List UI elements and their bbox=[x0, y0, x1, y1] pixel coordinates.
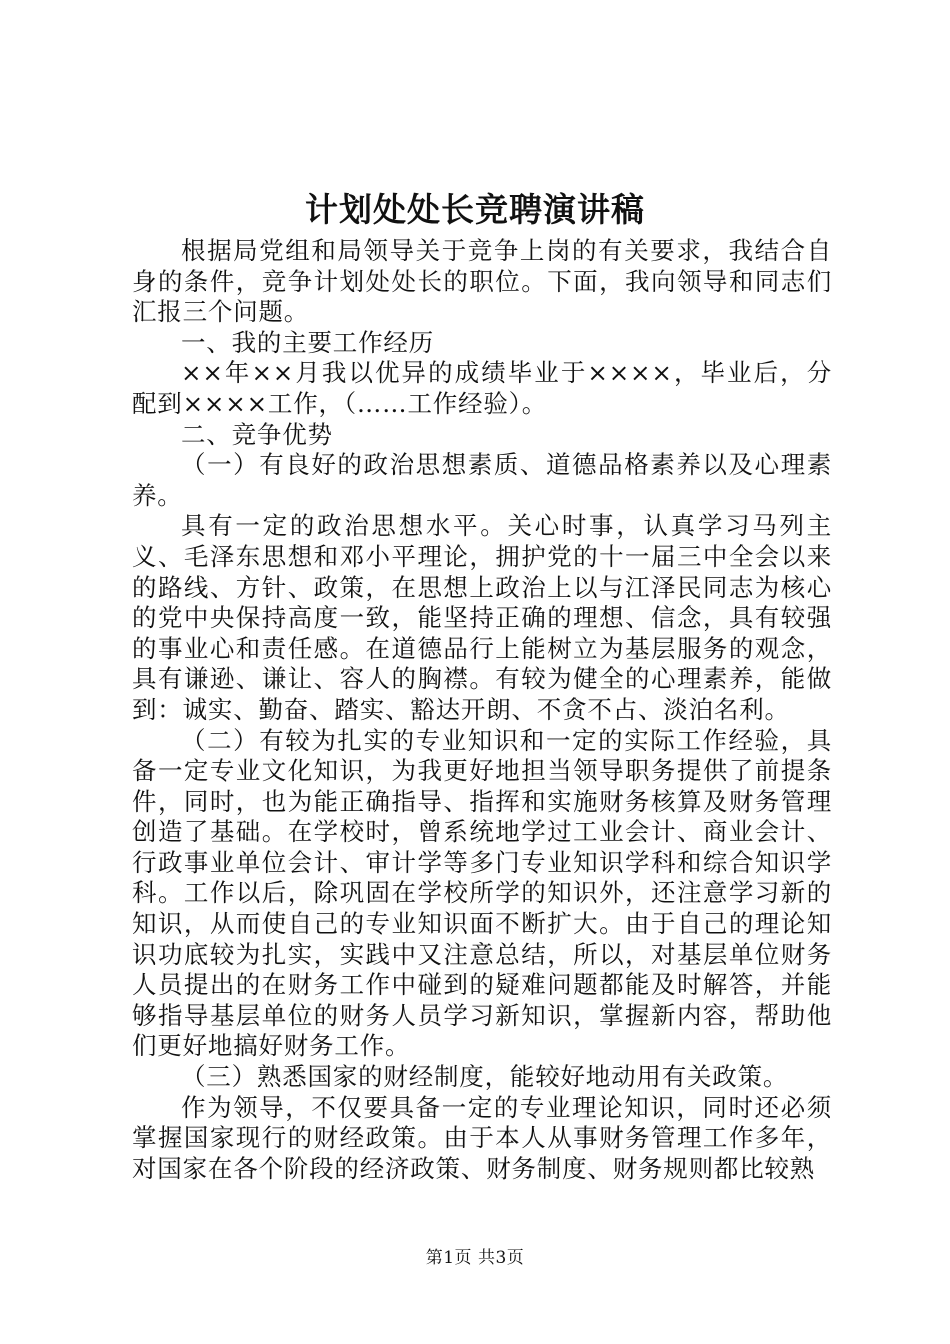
paragraph-work-experience: ××年××月我以优异的成绩毕业于××××，毕业后，分配到××××工作，（……工作经验）。 bbox=[132, 358, 832, 418]
paragraph-advantage-1: 具有一定的政治思想水平。关心时事，认真学习马列主义、毛泽东思想和邓小平理论，拥护党的十一届三中全会以来的路线、方针、政策，在思想上政治上以与江泽民同志为核心的党中央保持高度一致，能坚持正确的理想、信念，具有较强的事业心和责任感。在道德品行上能树立为基层服务的观念，具有谦逊、谦让、容人的胸襟。有较为健全的心理素养，能做到：诚实、勤奋、踏实、豁达开朗、不贪不占、淡泊名利。 bbox=[132, 511, 832, 724]
paragraph-advantage-2: （二）有较为扎实的专业知识和一定的实际工作经验，具备一定专业文化知识，为我更好地担当领导职务提供了前提条件，同时，也为能正确指导、指挥和实施财务核算及财务管理创造了基础。在学校时，曾系统地学过工业会计、商业会计、行政事业单位会计、审计学等多门专业知识学科和综合知识学科。工作以后，除巩固在学校所学的知识外，还注意学习新的知识，从而使自己的专业知识面不断扩大。由于自己的理论知识功底较为扎实，实践中又注意总结，所以，对基层单位财务人员提出的在财务工作中碰到的疑难问题都能及时解答，并能够指导基层单位的财务人员学习新知识，掌握新内容，帮助他们更好地搞好财务工作。 bbox=[132, 725, 832, 1061]
subheading-advantage-3: （三）熟悉国家的财经制度，能较好地动用有关政策。 bbox=[181, 1062, 789, 1092]
section-heading-work-experience: 一、我的主要工作经历 bbox=[181, 327, 434, 357]
section-heading-advantages: 二、竞争优势 bbox=[181, 419, 333, 449]
document-body bbox=[132, 236, 832, 1184]
document-title: 计划处处长竞聘演讲稿 bbox=[305, 190, 645, 229]
page-number-footer: 第1页 共3页 bbox=[425, 1248, 525, 1268]
subheading-advantage-1: （一）有良好的政治思想素质、道德品格素养以及心理素养。 bbox=[132, 450, 832, 510]
paragraph-intro: 根据局党组和局领导关于竞争上岗的有关要求，我结合自身的条件，竞争计划处处长的职位。下面，我向领导和同志们汇报三个问题。 bbox=[132, 236, 832, 327]
paragraph-advantage-3: 作为领导，不仅要具备一定的专业理论知识，同时还必须掌握国家现行的财经政策。由于本人从事财务管理工作多年，对国家在各个阶段的经济政策、财务制度、财务规则都比较熟 bbox=[132, 1092, 832, 1183]
